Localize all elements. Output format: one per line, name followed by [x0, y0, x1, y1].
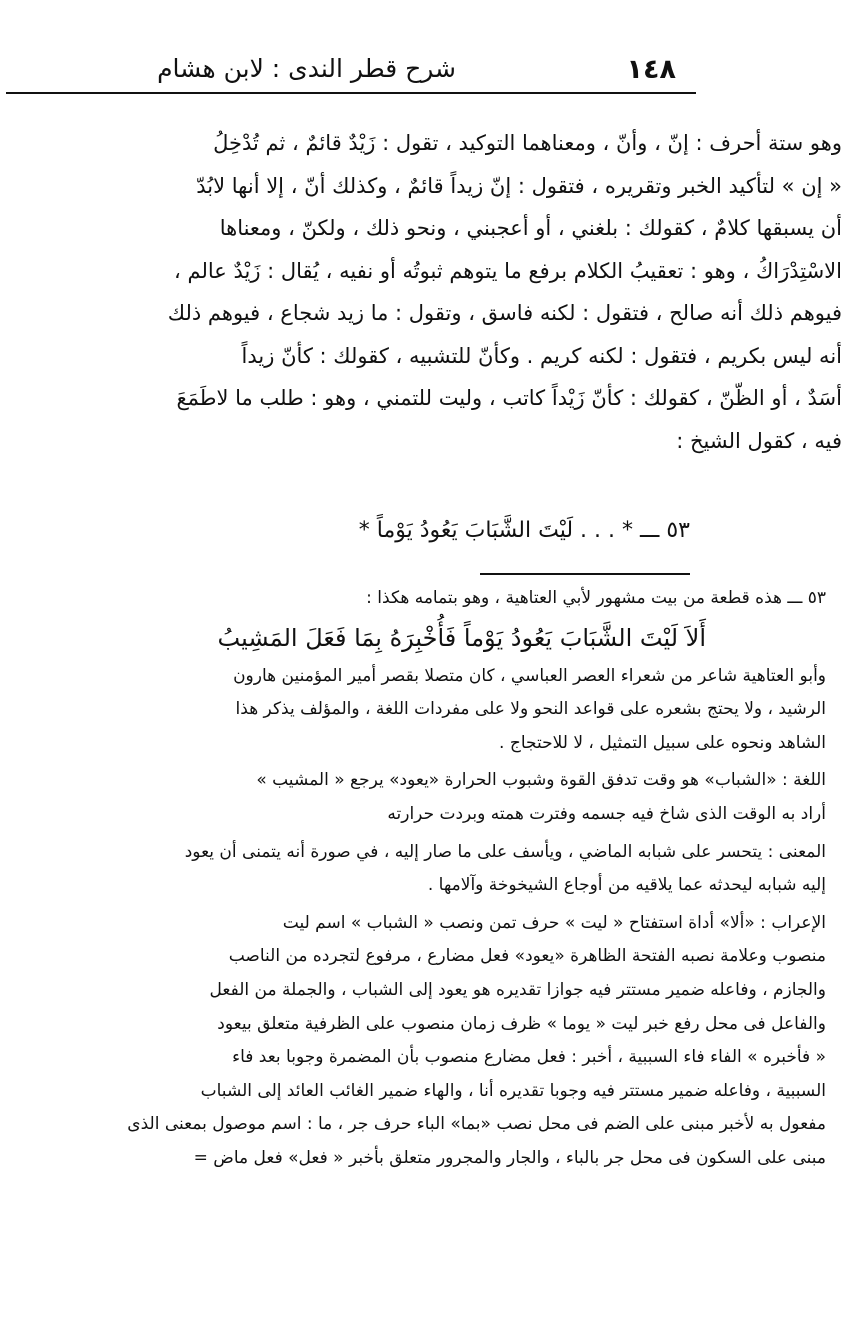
text-line: فيوهم ذلك أنه صالح ، فتقول : لكنه فاسق ، وتقول : ما زيد شجاع ، فيوهم ذلك [167, 301, 842, 325]
text-line: وهو ستة أحرف : إنّ ، وأنّ ، ومعناهما التوكيد ، تقول : زَيْدٌ قائمٌ ، ثم تُدْخِلُ [213, 131, 842, 155]
footnote-line: إليه شبابه ليحدثه عما يلاقيه من أوجاع الشيخوخة وآلامها . [427, 875, 826, 896]
text-line: أنه ليس بكريم ، فتقول : لكنه كريم . وكأنّ للتشبيه ، كقولك : كأنّ زيداً [241, 343, 842, 368]
footnote-intro: ٥٣ ـــ هذه قطعة من بيت مشهور لأبي العتاهية ، وهو بتمامه هكذا : [366, 588, 826, 608]
footnote-line: « فأخبره » الفاء فاء السببية ، أخبر : فعل مضارع منصوب بأن المضمرة وجوبا بعد فاء [232, 1047, 826, 1068]
text-line: أسَدٌ ، أو الظّنّ ، كقولك : كأنّ زَيْداً كاتب ، وليت للتمني ، وهو : طلب ما لاطَمَعَ [176, 386, 842, 410]
page-header [6, 52, 696, 94]
footnote-verse: أَلاَ لَيْتَ الشَّبَابَ يَعُودُ يَوْماً فَأُخْبِرَهُ بِمَا فَعَلَ المَشِيبُ [217, 623, 706, 652]
footnote-divider [480, 573, 690, 575]
cited-verse [170, 518, 690, 543]
footnote-line: مبنى على السكون فى محل جر بالباء ، والجار والمجرور متعلق بأخبر « فعل» فعل ماض = [193, 1147, 826, 1168]
running-title: شرح قطر الندى : لابن هشام [157, 54, 456, 83]
footnote [4, 582, 826, 1176]
text-line: « إن » لتأكيد الخبر وتقريره ، فتقول : إنّ زيداً قائمٌ ، وكذلك أنّ ، إلا أنها لابُدّ [196, 173, 842, 198]
footnote-line: الإعراب : «ألا» أداة استفتاح « ليت » حرف تمن ونصب « الشباب » اسم ليت [282, 912, 826, 933]
main-text [4, 122, 842, 462]
footnote-line: والفاعل فى محل رفع خبر ليت « يوما » ظرف زمان منصوب على الظرفية متعلق بيعود [217, 1013, 826, 1034]
text-line: الاسْتِدْرَاكُ ، وهو : تعقيبُ الكلام برفع ما يتوهم ثبوتُه أو نفيه ، يُقال : زَيْدٌ عالم ، [174, 258, 842, 283]
footnote-line: مفعول به لأخبر مبنى على الضم فى محل نصب «بما» الباء حرف جر ، ما : اسم موصول بمعنى الذى [127, 1114, 826, 1135]
verse-number: ٥٣ ـــ [640, 518, 690, 543]
footnote-line: الشاهد ونحوه على سبيل التمثيل ، لا للاحتجاج . [499, 732, 826, 753]
footnote-line: أراد به الوقت الذى شاخ فيه جسمه وفترت همته وبردت حرارته [387, 803, 826, 824]
footnote-line: المعنى : يتحسر على شبابه الماضي ، ويأسف على ما صار إليه ، في صورة أنه يتمنى أن يعود [184, 841, 826, 862]
footnote-line: وأبو العتاهية شاعر من شعراء العصر العباسي ، كان متصلا بقصر أمير المؤمنين هارون [233, 665, 826, 686]
footnote-line: السببية ، وفاعله ضمير مستتر فيه وجوبا تقديره أنا ، والهاء ضمير الغائب العائد إلى الشباب [200, 1080, 826, 1101]
verse-text: * . . . لَيْتَ الشَّبَابَ يَعُودُ يَوْماً * [358, 518, 634, 543]
page-number: ١٤٨ [626, 54, 676, 85]
text-line: فيه ، كقول الشيخ : [676, 428, 842, 453]
footnote-line: الرشيد ، ولا يحتج بشعره على قواعد النحو ولا على مفردات اللغة ، والمؤلف يذكر هذا [235, 699, 826, 720]
text-line: أن يسبقها كلامٌ ، كقولك : بلغني ، أو أعجبني ، ونحو ذلك ، ولكنّ ، ومعناها [219, 216, 842, 240]
footnote-line: منصوب وعلامة نصبه الفتحة الظاهرة «يعود» فعل مضارع ، مرفوع لتجرده من الناصب [228, 946, 826, 967]
footnote-line: اللغة : «الشباب» هو وقت تدفق القوة وشبوب الحرارة «يعود» يرجع « المشيب » [256, 770, 826, 791]
footnote-line: والجازم ، وفاعله ضمير مستتر فيه جوازا تقديره هو يعود إلى الشباب ، والجملة من الفعل [209, 979, 826, 1000]
